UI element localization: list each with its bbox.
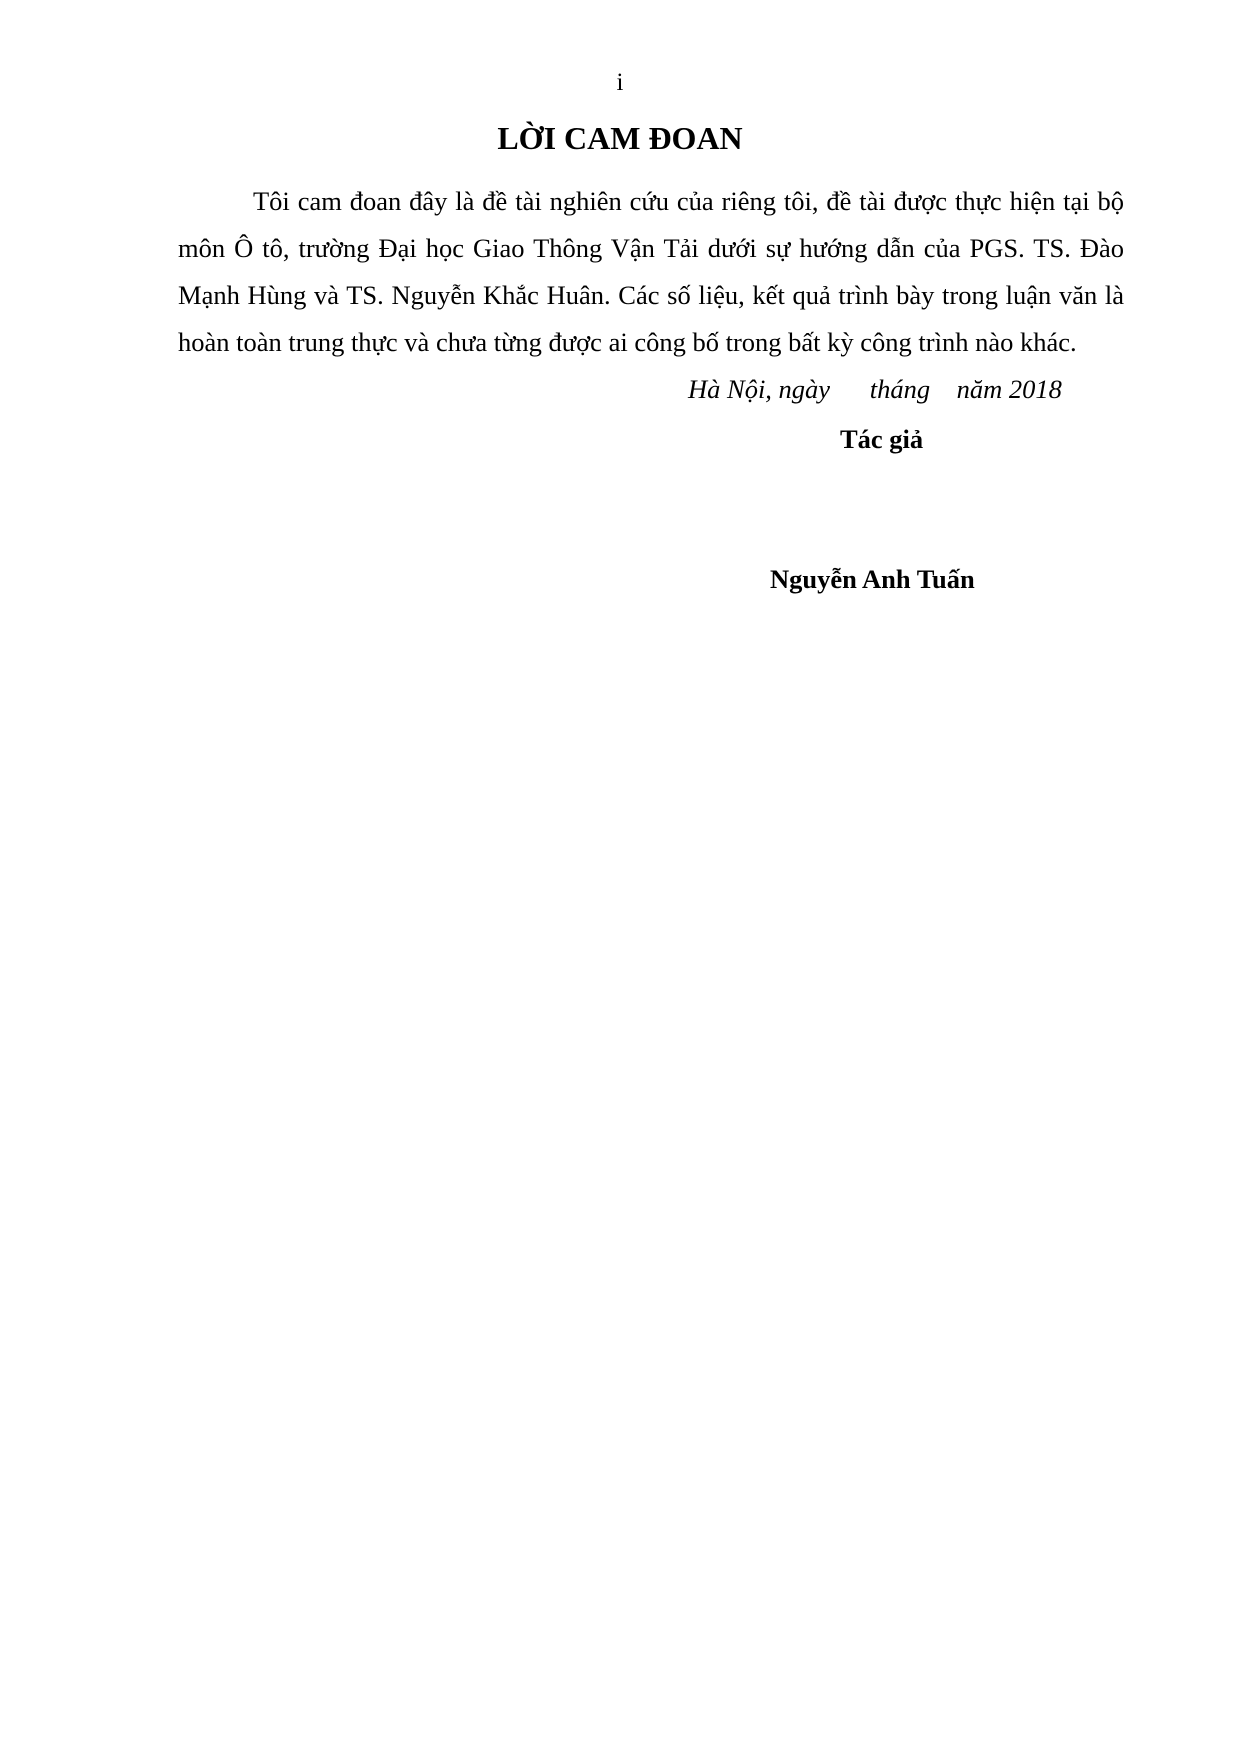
signature-date-line: Hà Nội, ngày tháng năm 2018: [688, 374, 1062, 404]
document-title: LỜI CAM ĐOAN: [497, 120, 743, 156]
declaration-paragraph: Tôi cam đoan đây là đề tài nghiên cứu của riêng tôi, đề tài được thực hiện tại bộ môn Ô tô, trường Đại học Giao Thông Vận Tải dưới sự hướng dẫn của PGS. TS. Đào Mạnh Hùng và TS. Nguyễn Khắc Huân. Các số liệu, kết quả trình bày trong luận văn là hoàn toàn trung thực và chưa từng được ai công bố trong bất kỳ công trình nào khác.: [178, 186, 1124, 357]
author-label: Tác giả: [840, 424, 924, 454]
page-number: i: [616, 69, 624, 96]
author-name: Nguyễn Anh Tuấn: [770, 564, 975, 594]
